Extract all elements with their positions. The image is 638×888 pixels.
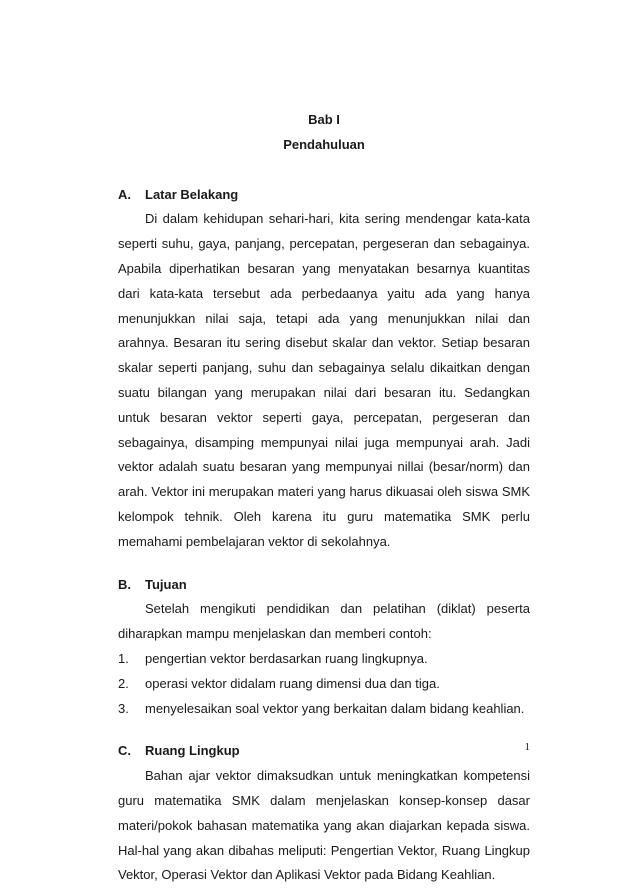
chapter-label: Bab I — [308, 112, 340, 127]
list-item — [118, 647, 530, 672]
section-title: Latar Belakang — [145, 186, 239, 202]
list-text: pengertian vektor berdasarkan ruang lingkupnya. — [145, 650, 428, 666]
section-paragraph: Setelah mengikuti pendidikan dan pelatihan (diklat) peserta diharapkan mampu menjelaskan dan memberi contoh: — [118, 601, 530, 642]
list-item — [118, 697, 530, 722]
chapter-title: Pendahuluan — [283, 136, 365, 152]
list-number: 3. — [118, 700, 129, 716]
section-paragraph: Di dalam kehidupan sehari-hari, kita sering mendengar kata-kata seperti suhu, gaya, panjang, percepatan, pergeseran dan sebagainya. Apabila diperhatikan besaran yang menyatakan besarnya kuantitas dari kata-kata tersebut ada perbedaanya yaitu ada yang hanya menunjukkan nilai saja, tetapi ada yang menunjukkan nilai dan arahnya. Besaran itu sering disebut skalar dan vektor. Setiap besaran skalar seperti panjang, suhu dan sebagainya selalu dikaitkan dengan suatu bilangan yang merupakan nilai dari besaran itu. Sedangkan untuk besaran vektor seperti gaya, percepatan, pergeseran dan sebagainya, disamping mempunyai nilai juga mempunyai arah. Jadi vektor adalah suatu besaran yang mempunyai nillai (besar/norm) dan arah. Vektor ini merupakan materi yang harus dikuasai oleh siswa SMK kelompok tehnik. Oleh karena itu guru matematika SMK perlu memahami pembelajaran vektor di sekolahnya. — [118, 211, 530, 549]
section-title: Ruang Lingkup — [145, 743, 240, 759]
list-number: 2. — [118, 675, 129, 691]
spacer — [118, 555, 530, 573]
list-text: operasi vektor didalam ruang dimensi dua dan tiga. — [145, 675, 440, 691]
section-letter: B. — [118, 576, 131, 592]
list-item — [118, 672, 530, 697]
section-heading — [118, 573, 530, 598]
list-text: menyelesaikan soal vektor yang berkaitan dalam bidang keahlian. — [145, 700, 525, 716]
section-heading — [118, 183, 530, 208]
section-ruang-lingkup — [118, 739, 530, 888]
document-page — [118, 108, 530, 888]
section-letter: C. — [118, 743, 131, 759]
section-latar-belakang — [118, 183, 530, 555]
page-number: 1 — [524, 741, 530, 753]
list-number: 1. — [118, 650, 129, 666]
section-heading — [118, 739, 530, 764]
section-paragraph: Bahan ajar vektor dimaksudkan untuk meningkatkan kompetensi guru matematika SMK dalam menjelaskan konsep-konsep dasar materi/pokok bahasan matematika yang akan diajarkan kepada siswa. Hal-hal yang akan dibahas meliputi: Pengertian Vektor, Ruang Lingkup Vektor, Operasi Vektor dan Aplikasi Vektor pada Bidang Keahlian. — [118, 768, 530, 883]
spacer — [118, 721, 530, 739]
section-letter: A. — [118, 186, 131, 202]
objective-list — [118, 647, 530, 721]
section-tujuan — [118, 573, 530, 722]
spacer — [118, 158, 530, 183]
section-title: Tujuan — [145, 576, 187, 592]
